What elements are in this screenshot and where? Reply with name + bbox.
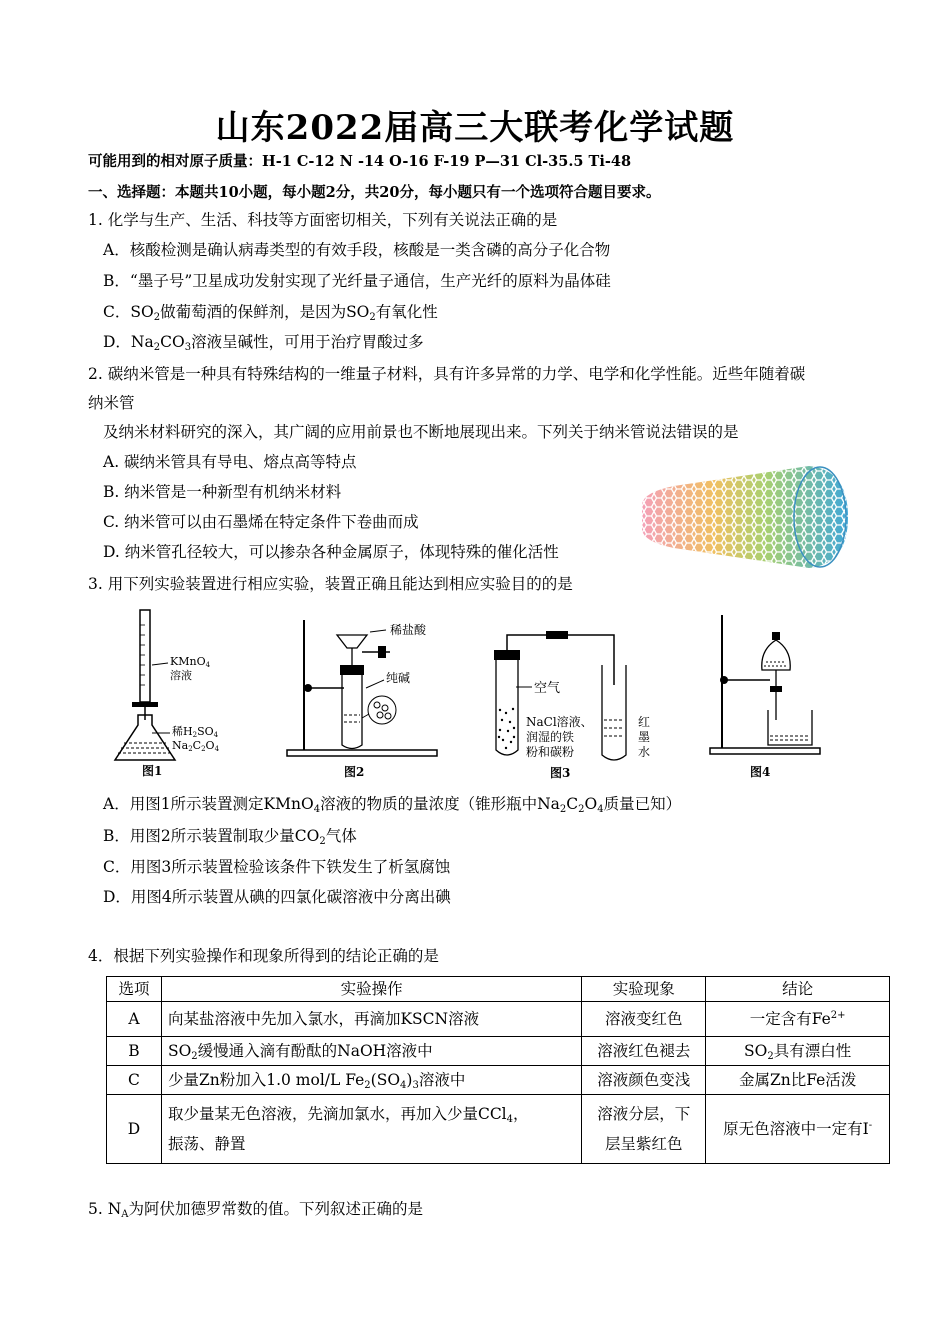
page-title: 山东2022届高三大联考化学试题 xyxy=(215,108,735,148)
fig3-mix-line1: NaCl溶液、 xyxy=(526,715,593,729)
row-c-phenomenon: 溶液颜色变浅 xyxy=(582,1066,706,1095)
q2-option-d: D. 纳米管孔径较大，可以掺杂各种金属原子，体现特殊的催化活性 xyxy=(103,543,559,561)
q4-table xyxy=(106,976,890,1164)
table-row xyxy=(107,1066,890,1095)
svg-text:Na2C2O4 xyxy=(172,739,220,753)
table-header-row xyxy=(107,977,890,1002)
fig1-so: SO xyxy=(197,725,214,738)
fig3-air-label: 空气 xyxy=(534,681,561,696)
q1-option-c: C．$SO_2$做葡萄酒的保鲜剂，是因为$SO_2$有氧化性 xyxy=(103,303,438,323)
row-a-option: A xyxy=(107,1002,162,1037)
row-a-conclusion: 一定含有$Fe^{2+}$ xyxy=(706,1002,890,1037)
q1-stem: 1. 化学与生产、生活、科技等方面密切相关，下列有关说法正确的是 xyxy=(88,211,558,229)
table-row xyxy=(107,1002,890,1037)
atomic-mass-line: 可能用到的相对原子质量：H-1 C-12 N -14 O-16 F-19 P—31 Cl-35.5 Ti-48 xyxy=(88,153,632,170)
q1-option-a: A．核酸检测是确认病毒类型的有效手段，核酸是一类含磷的高分子化合物 xyxy=(103,241,611,259)
header-phenomenon: 实验现象 xyxy=(582,977,706,1002)
row-b-option: B xyxy=(107,1037,162,1066)
q5-stem: 5. $N_A$为阿伏加德罗常数的值。下列叙述正确的是 xyxy=(88,1200,424,1220)
row-c-operation: 少量Zn粉加入1.0 mol/L $Fe_2(SO_4)_3$溶液中 xyxy=(161,1066,581,1095)
q2-stem-line3: 及纳米材料研究的深入，其广阔的应用前景也不断地展现出来。下列关于纳米管说法错误的是 xyxy=(103,423,739,441)
fig3-ink-3: 水 xyxy=(638,745,651,759)
figure-3-corrosion xyxy=(486,625,676,780)
row-a-phenomenon: 溶液变红色 xyxy=(582,1002,706,1037)
q3-option-d: D．用图4所示装置从碘的四氯化碳溶液中分离出碘 xyxy=(103,888,451,906)
figure-2-gas-generation xyxy=(282,610,452,780)
fig3-ink-2: 墨 xyxy=(638,730,651,744)
row-c-conclusion: 金属Zn比Fe活泼 xyxy=(706,1066,890,1095)
header-conclusion: 结论 xyxy=(706,977,890,1002)
header-operation: 实验操作 xyxy=(161,977,581,1002)
figure-1-titration xyxy=(110,605,250,780)
fig3-mix-line3: 粉和碳粉 xyxy=(526,745,575,759)
fig2-label: 图2 xyxy=(344,765,365,779)
fig1-label: 图1 xyxy=(142,764,163,778)
fig2-hcl-label: 稀盐酸 xyxy=(390,623,427,637)
row-d-operation: 取少量某无色溶液，先滴加氯水，再加入少量CCl$_4$， 振荡、静置 xyxy=(161,1095,581,1164)
fig3-label: 图3 xyxy=(550,766,571,780)
fig1-h-sub: 2 xyxy=(192,731,198,739)
fig3-ink-1: 红 xyxy=(638,715,651,729)
row-d-option: D xyxy=(107,1095,162,1164)
figure-4-separation xyxy=(700,610,830,780)
fig4-label: 图4 xyxy=(750,765,771,779)
svg-text:稀H2SO4 xyxy=(172,724,219,739)
fig1-c-sub: 2 xyxy=(201,745,206,753)
header-option: 选项 xyxy=(107,977,162,1002)
fig1-kmno4: KMnO xyxy=(170,655,206,668)
fig1-na: Na xyxy=(172,739,189,752)
fig3-mix-line2: 润湿的铁 xyxy=(526,730,575,744)
table-row xyxy=(107,1037,890,1066)
q3-option-b: B．用图2所示装置制取少量$CO_2$气体 xyxy=(103,827,357,847)
row-b-phenomenon: 溶液红色褪去 xyxy=(582,1037,706,1066)
section1-header: 一、选择题：本题共10小题，每小题2分，共20分，每小题只有一个选项符合题目要求。 xyxy=(88,184,661,201)
q1-option-d: D．$Na_2CO_3$溶液呈碱性，可用于治疗胃酸过多 xyxy=(103,333,424,353)
row-a-operation: 向某盐溶液中先加入氯水，再滴加KSCN溶液 xyxy=(161,1002,581,1037)
row-b-operation: $SO_2$缓慢通入滴有酚酞的NaOH溶液中 xyxy=(161,1037,581,1066)
nanotube-image xyxy=(634,462,854,572)
svg-text:KMnO4 xyxy=(170,655,211,669)
fig2-soda-label: 纯碱 xyxy=(386,671,411,685)
fig1-na-sub: 2 xyxy=(188,745,193,753)
fig1-c: C xyxy=(192,739,202,752)
q3-option-c: C．用图3所示装置检验该条件下铁发生了析氢腐蚀 xyxy=(103,858,451,876)
row-b-conclusion: $SO_2$具有漂白性 xyxy=(706,1037,890,1066)
fig1-o-sub: 4 xyxy=(214,745,220,753)
table-row xyxy=(107,1095,890,1164)
q2-stem-line2: 纳米管 xyxy=(88,394,135,412)
q3-option-a: A．用图1所示装置测定KMnO$_4$溶液的物质的量浓度（锥形瓶中$Na_2C_2O_4$质量已知） xyxy=(103,795,682,815)
fig1-solution: 溶液 xyxy=(170,669,192,682)
row-d-conclusion: 原无色溶液中一定有I- xyxy=(706,1095,890,1164)
fig1-dilute-h: 稀H xyxy=(172,725,193,738)
row-d-phenomenon: 溶液分层，下 层呈紫红色 xyxy=(582,1095,706,1164)
q2-option-c: C. 纳米管可以由石墨烯在特定条件下卷曲而成 xyxy=(103,513,419,531)
q4-stem: 4．根据下列实验操作和现象所得到的结论正确的是 xyxy=(88,947,439,965)
fig1-kmno4-sub: 4 xyxy=(205,661,211,669)
q3-stem: 3. 用下列实验装置进行相应实验，装置正确且能达到相应实验目的的是 xyxy=(88,575,573,593)
fig1-o: O xyxy=(205,739,215,752)
fig1-so-sub: 4 xyxy=(213,731,219,739)
q2-option-b: B. 纳米管是一种新型有机纳米材料 xyxy=(103,483,342,501)
row-c-option: C xyxy=(107,1066,162,1095)
q2-stem-line1: 2. 碳纳米管是一种具有特殊结构的一维量子材料，具有许多异常的力学、电学和化学性能。近些年随着碳 xyxy=(88,365,806,383)
q2-option-a: A. 碳纳米管具有导电、熔点高等特点 xyxy=(103,453,357,471)
q1-option-b: B．“墨子号”卫星成功发射实现了光纤量子通信，生产光纤的原料为晶体硅 xyxy=(103,272,611,290)
